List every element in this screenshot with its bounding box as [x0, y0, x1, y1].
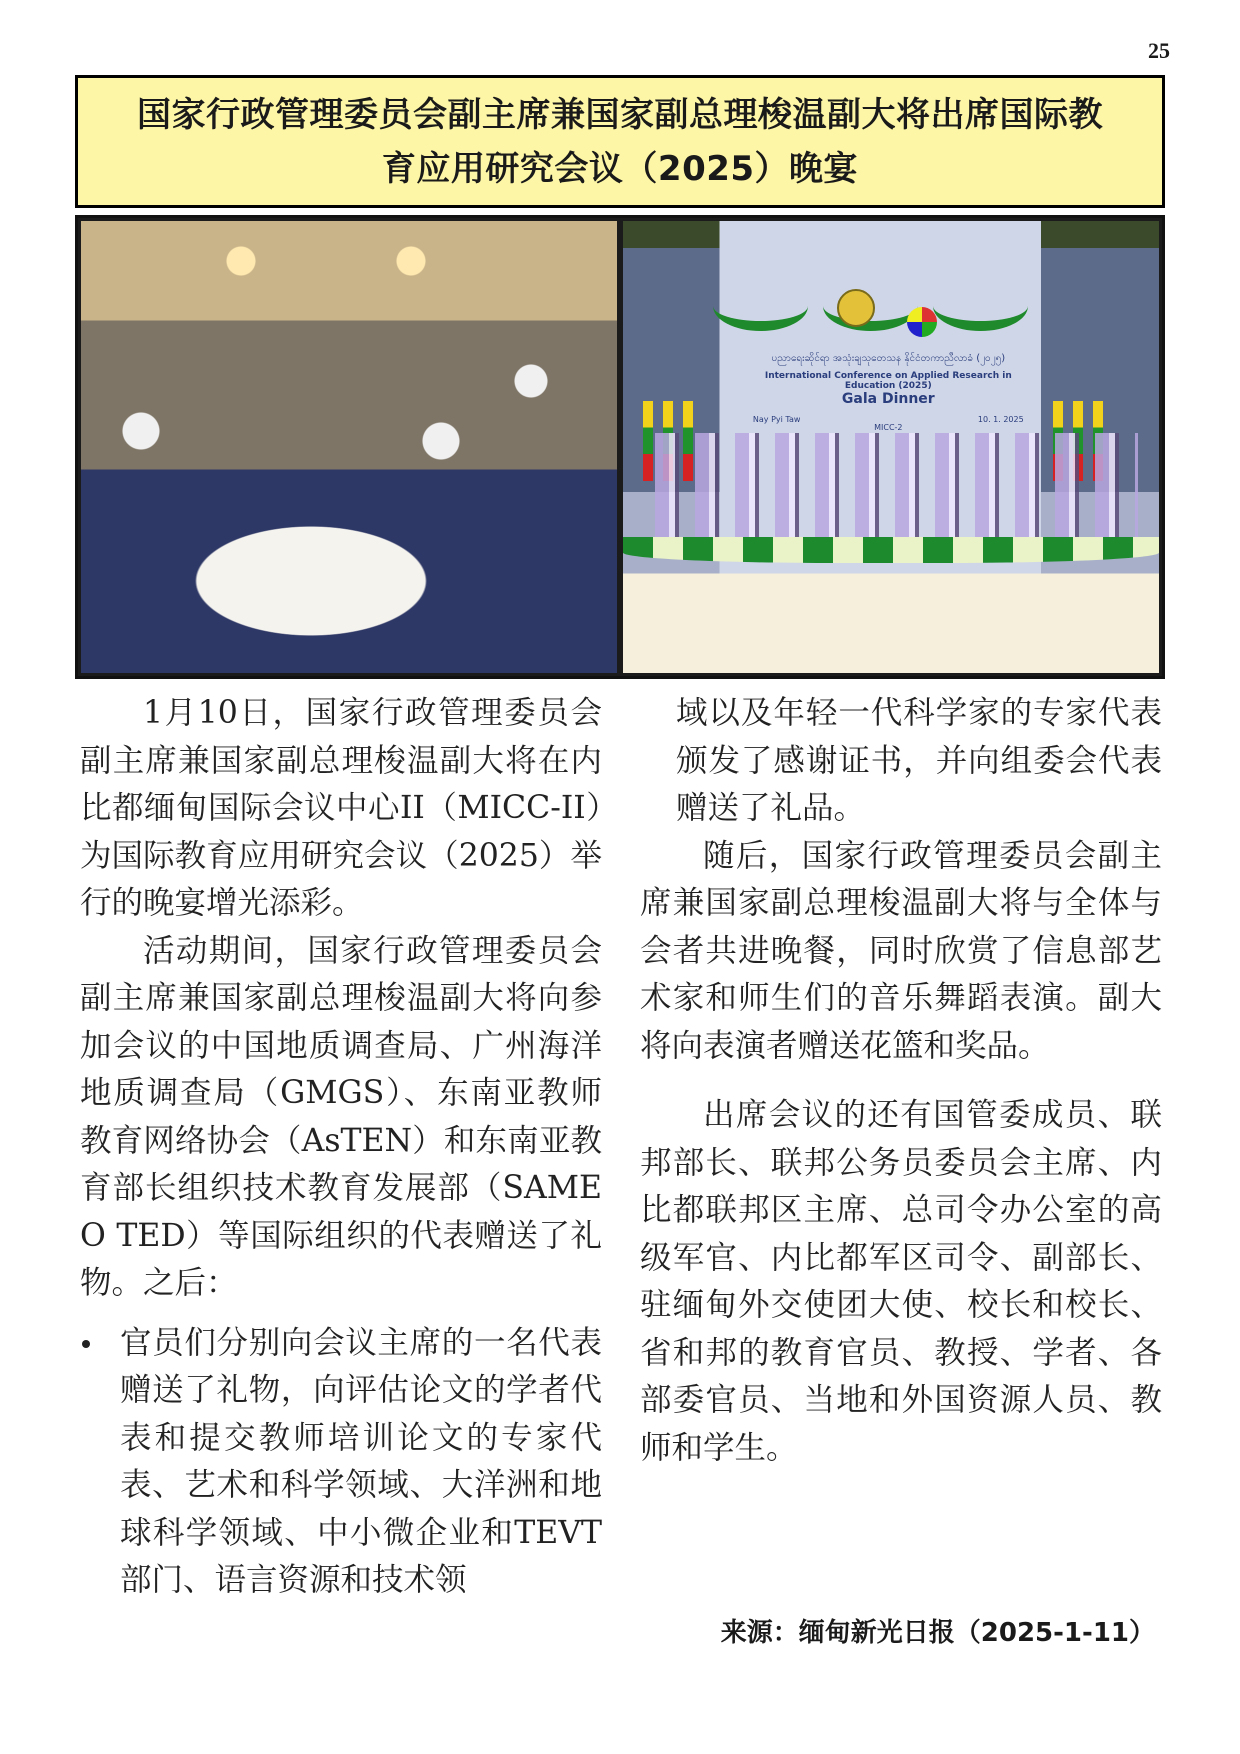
banner-venue-city: Nay Pyi Taw	[752, 415, 801, 424]
banner-myanmar-text: ပညာရေးဆိုင်ရာ အသုံးချသုတေသန နိုင်ငံတကာညီလာခံ (၂၀၂၅)	[771, 353, 1006, 364]
photo-frame	[75, 215, 1165, 679]
myanmar-flag	[643, 401, 653, 481]
article-paragraph: 域以及年轻一代科学家的专家代表颁发了感谢证书，并向组委会代表赠送了礼品。	[676, 695, 1162, 826]
ministry-logo	[907, 307, 937, 337]
stage-skirt-decoration	[623, 537, 1159, 563]
article-source: 来源：缅甸新光日报（2025-1-11）	[720, 1618, 1155, 1648]
banner-date: 10. 1. 2025	[977, 415, 1024, 424]
article-right-column	[640, 690, 1162, 1472]
conference-logo	[837, 289, 875, 327]
bullet-list-item	[80, 1320, 602, 1605]
banner-event-text: Gala Dinner	[841, 391, 935, 407]
article-paragraph: 出席会议的还有国管委成员、联邦部长、联邦公务员委员会主席、内比都联邦区主席、总司令办公室的高级军官、内比都军区司令、副部长、驻缅甸外交使团大使、校长和校长、省和邦的教育官员、教授、学者、各部委官员、当地和外国资源人员、教师和学生。	[640, 1097, 1162, 1466]
green-swag-decoration	[713, 281, 808, 331]
page-number: 25	[1148, 38, 1170, 63]
article-title-box	[75, 75, 1165, 208]
bullet-icon	[82, 1340, 90, 1348]
bullet-text: 官员们分别向会议主席的一名代表赠送了礼物，向评估论文的学者代表和提交教师培训论文的专家代表、艺术和科学领域、大洋洲和地球科学领域、中小微企业和TEVT部门、语言资源和技术领	[120, 1324, 602, 1598]
stage-performance-photo	[623, 221, 1159, 673]
article-left-column	[80, 690, 602, 1605]
article-paragraph: 随后，国家行政管理委员会副主席兼国家副总理梭温副大将与全体与会者共进晚餐，同时欣赏了信息部艺术家和师生们的音乐舞蹈表演。副大将向表演者赠送花篮和奖品。	[640, 837, 1162, 1064]
article-paragraph: 活动期间，国家行政管理委员会副主席兼国家副总理梭温副大将向参加会议的中国地质调查局、广州海洋地质调查局（GMGS）、东南亚教师教育网络协会（AsTEN）和东南亚教育部长组织技术教育发展部（SAMEO TED）等国际组织的代表赠送了礼物。之后：	[80, 932, 602, 1301]
green-swag-decoration	[933, 281, 1028, 331]
article-title-line-2: 育应用研究会议（2025）晚宴	[381, 148, 859, 189]
performers-group	[655, 433, 1137, 537]
banner-english-text: International Conference on Applied Research in Education (2025)	[764, 371, 1012, 391]
banquet-photo	[81, 221, 617, 673]
banner-venue: MICC-2	[874, 423, 903, 432]
article-title-line-1: 国家行政管理委员会副主席兼国家副总理梭温副大将出席国际教	[137, 94, 1103, 135]
article-paragraph: 1月10日，国家行政管理委员会副主席兼国家副总理梭温副大将在内比都缅甸国际会议中心II（MICC-II）为国际教育应用研究会议（2025）举行的晚宴增光添彩。	[80, 695, 602, 921]
